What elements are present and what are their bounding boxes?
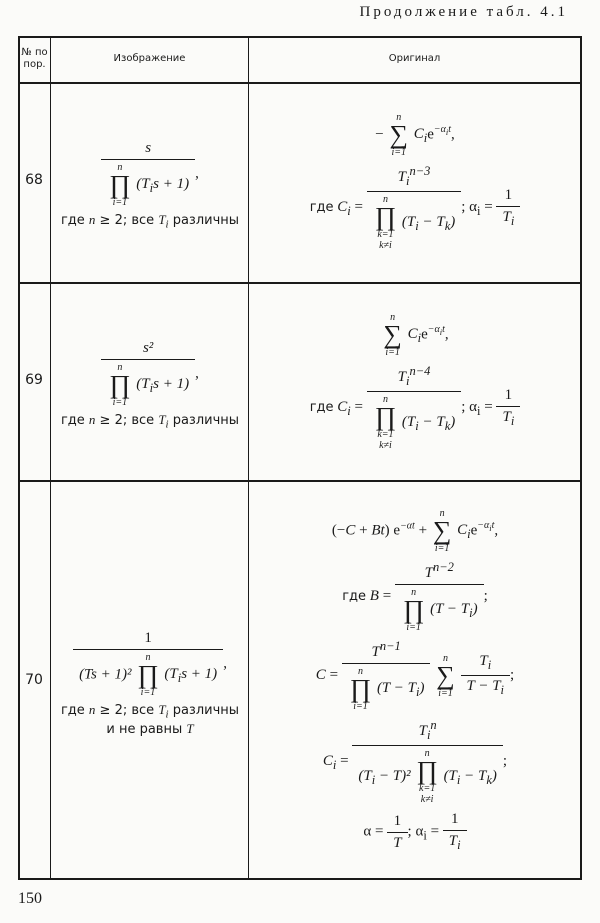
row-number-70: 70	[25, 672, 43, 688]
row-number-68: 68	[25, 172, 43, 188]
table-continuation-header: Продолжение табл. 4.1	[359, 4, 568, 20]
row-68-original-formula: − n ∑ i=1 $C_ie^{-\alpha_it}$, где $C_i$ = $T_i^{n-3}$ n ∏ k=1 k≠i $(T_i - T_k)$ ; $\alpha_i$ = $\frac{1}{T_i}$	[250, 112, 580, 251]
page-number: 150	[18, 890, 42, 907]
row-70-original-formula: (−C + Bt) $e^{-\alpha t}$ + n ∑ i=1 $C_ie^{-\alpha_it}$, где B = $T^{n-2}$ n ∏ i=1 $(T - T_i)$ ; C = $T^{n-1}$ n ∏ i=1 $(T - T_i)$ n ∑ i=1 $\frac{T_i}{T - T_i}$ ; $C_i$ = $T_i^n$ $(T_i - T)^2$ n ∏ k=1 k≠i $(T_i - T_k)$ ; α = $\frac{1}{T}$ ; $\alpha_i$ = $\frac{1}{T_i}$	[315, 508, 515, 852]
row-number-69: 69	[25, 372, 43, 388]
row-69-original-formula: n ∑ i=1 $C_ie^{-\alpha_it}$, где $C_i$ = $T_i^{n-4}$ n ∏ k=1 k≠i $(T_i - T_k)$ ; $\alpha_i$ = $\frac{1}{T_i}$	[250, 312, 580, 451]
column-header-number: № по пор.	[21, 47, 48, 70]
row-69-image-formula: s² n ∏ i=1 $(T_is + 1)$ , где n ≥ 2; все $T_i$ различны	[60, 340, 240, 431]
row-68-image-formula: s n ∏ i=1 $(T_is + 1)$ , где n ≥ 2; все $T_i$ различны	[60, 140, 240, 231]
column-header-image: Изображение	[113, 53, 186, 64]
row-70-image-formula: 1 (Ts + 1)² n ∏ i=1 $(T_is + 1)$ , где n ≥ 2; все $T_i$ различны и не равны T	[60, 630, 240, 737]
column-header-original: Оригинал	[388, 53, 441, 64]
